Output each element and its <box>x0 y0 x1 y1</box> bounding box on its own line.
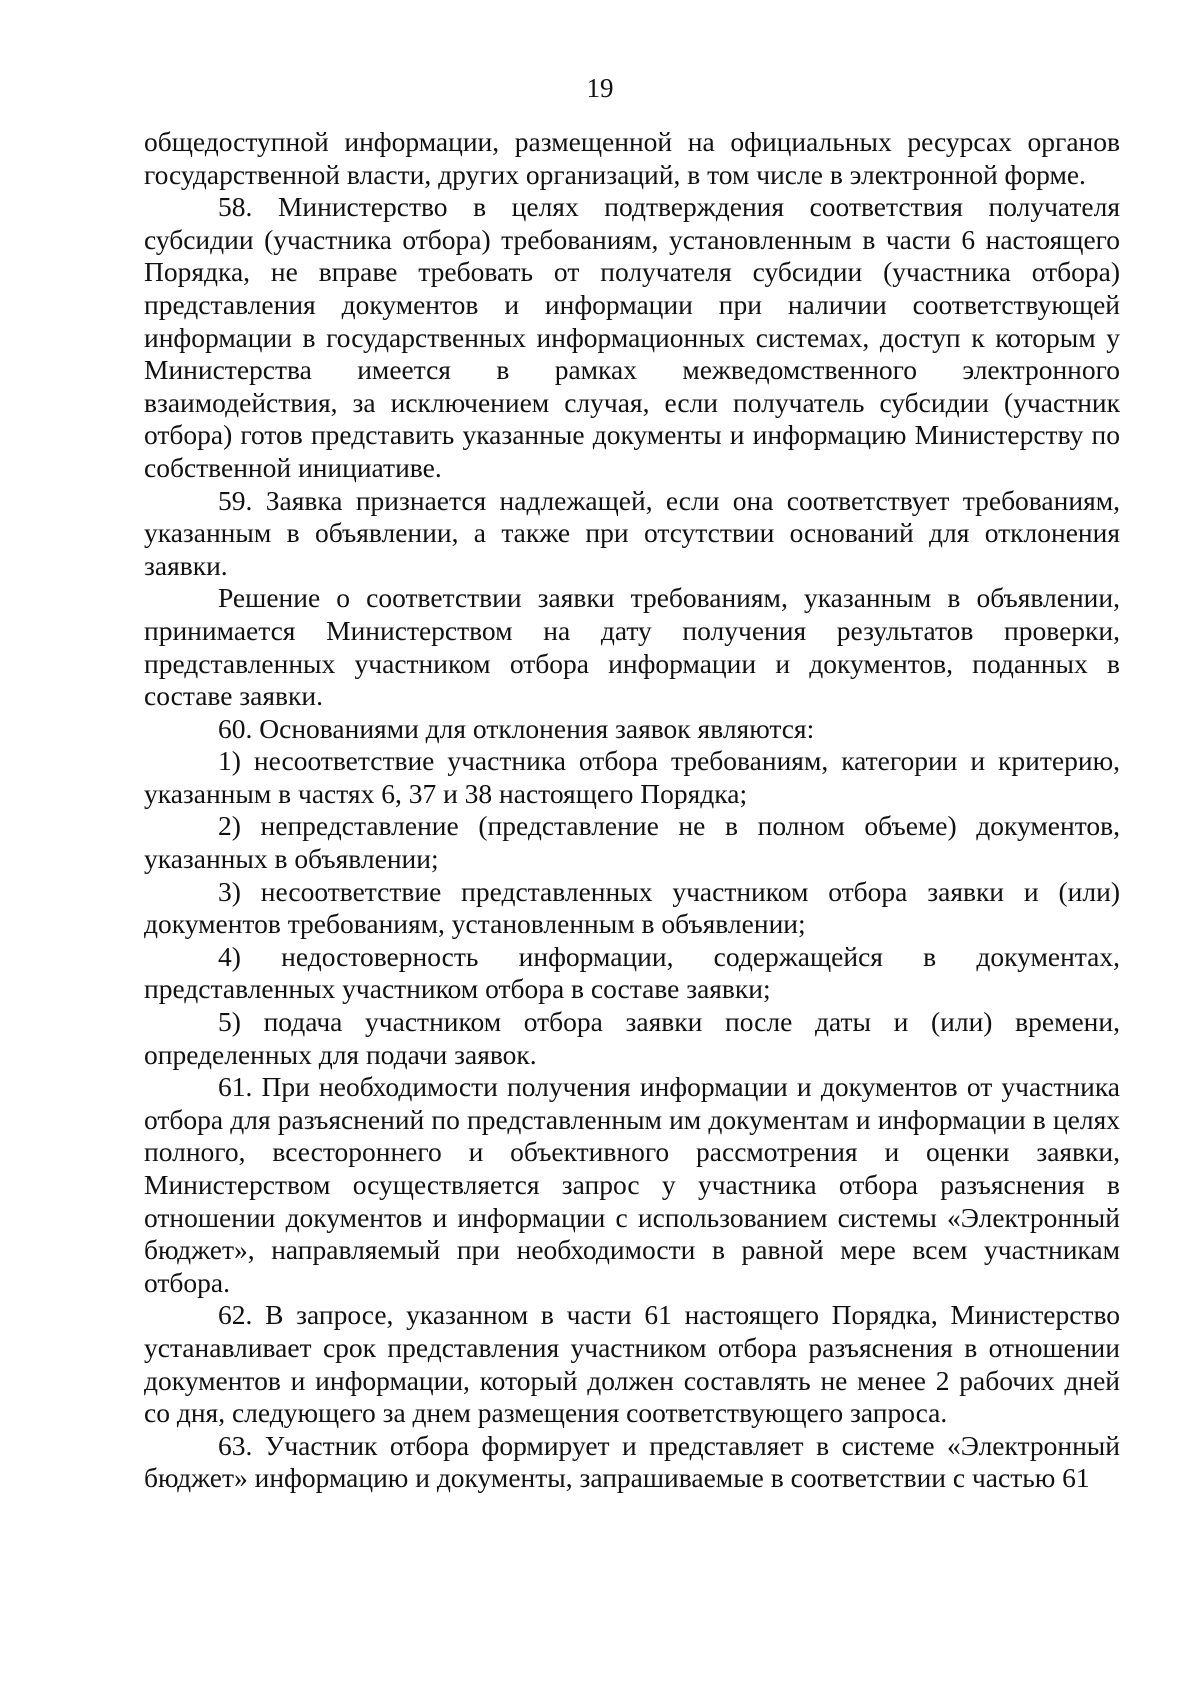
paragraph-59-decision: Решение о соответствии заявки требованиям, указанным в объявлении, принимается Министерством на дату получения результатов проверки, представленных участником отбора информации и документов, поданных в составе заявки. <box>144 582 1120 712</box>
paragraph-62: 62. В запросе, указанном в части 61 настоящего Порядка, Министерство устанавливает срок представления участником отбора разъяснения в отношении документов и информации, который должен составлять не менее 2 рабочих дней со дня, следующего за днем размещения соответствующего запроса. <box>144 1299 1120 1429</box>
page-number: 19 <box>586 73 614 103</box>
list-item-4: 4) недостоверность информации, содержащейся в документах, представленных участником отбора в составе заявки; <box>144 940 1120 1005</box>
list-item-3: 3) несоответствие представленных участником отбора заявки и (или) документов требованиям, установленным в объявлении; <box>144 875 1120 940</box>
document-body <box>144 126 1120 1495</box>
paragraph-continuation: общедоступной информации, размещенной на официальных ресурсах органов государственной власти, других организаций, в том числе в электронной форме. <box>144 126 1120 190</box>
paragraph-59: 59. Заявка признается надлежащей, если она соответствует требованиям, указанным в объявлении, а также при отсутствии оснований для отклонения заявки. <box>144 484 1120 581</box>
list-item-1: 1) несоответствие участника отбора требованиям, категории и критерию, указанным в частях 6, 37 и 38 настоящего Порядка; <box>144 745 1120 809</box>
paragraph-63: 63. Участник отбора формирует и представляет в системе «Электронный бюджет» информацию и документы, запрашиваемые в соответствии с частью 61 <box>144 1429 1120 1494</box>
list-item-5: 5) подача участником отбора заявки после даты и (или) времени, определенных для подачи заявок. <box>144 1006 1120 1070</box>
paragraph-61: 61. При необходимости получения информации и документов от участника отбора для разъяснений по представленным им документам и информации в целях полного, всестороннего и объективного рассмотрения и оценки заявки, Министерством осуществляется запрос у участника отбора разъяснения в отношении документов и информации с использованием системы «Электронный бюджет», направляемый при необходимости в равной мере всем участникам отбора. <box>144 1071 1120 1298</box>
list-item-2: 2) непредставление (представление не в полном объеме) документов, указанных в объявлении; <box>144 810 1120 875</box>
paragraph-58: 58. Министерство в целях подтверждения соответствия получателя субсидии (участника отбора) требованиям, установленным в части 6 настоящего Порядка, не вправе требовать от получателя субсидии (участника отбора) представления документов и информации при наличии соответствующей информации в государственных информационных системах, доступ к которым у Министерства имеется в рамках межведомственного электронного взаимодействия, за исключением случая, если получатель субсидии (участник отбора) готов представить указанные документы и информацию Министерству по собственной инициативе. <box>144 191 1120 483</box>
paragraph-60: 60. Основаниями для отклонения заявок являются: <box>218 712 815 744</box>
